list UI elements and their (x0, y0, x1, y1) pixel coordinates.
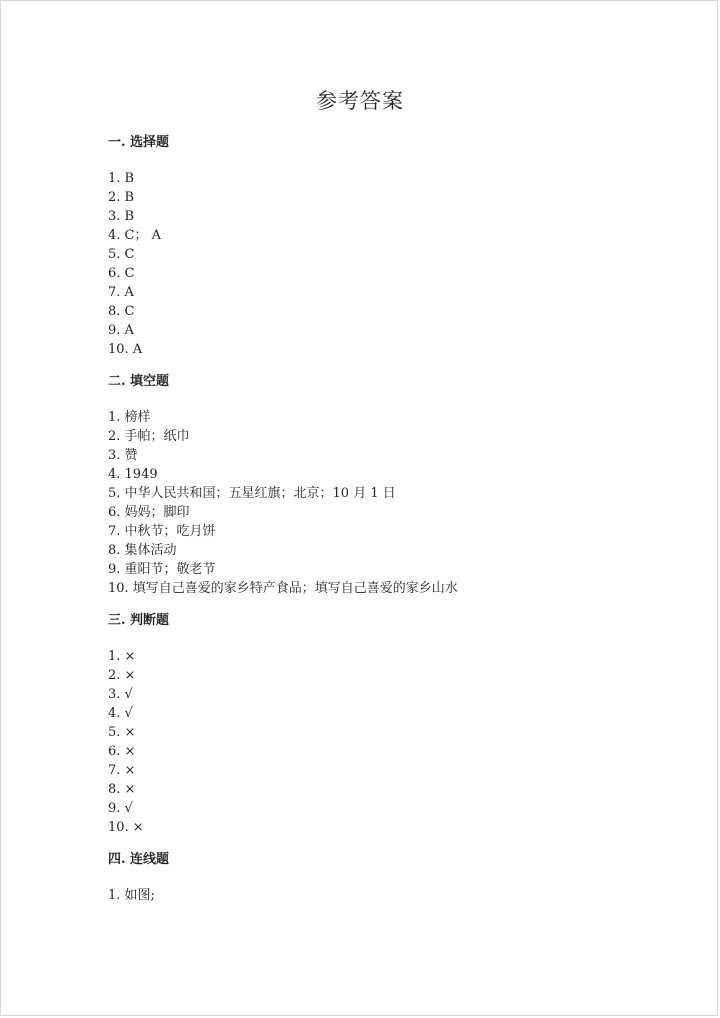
answer-list (108, 169, 668, 359)
list-item: 4. 1949 (108, 467, 158, 482)
section-choice (108, 130, 668, 369)
page-title: 参考答案 (316, 89, 404, 113)
list-item: 1. 榜样 (108, 410, 151, 425)
list-item: 5. 中华人民共和国；五星红旗；北京；10 月 1 日 (108, 486, 396, 501)
list-item: 2. B (108, 190, 135, 205)
answer-content (108, 130, 668, 905)
list-item: 3. √ (108, 687, 133, 702)
list-item: 7. × (108, 763, 136, 778)
section-heading: 四. 连线题 (108, 852, 170, 867)
list-item: 1. × (108, 649, 136, 664)
section-matching (108, 847, 668, 905)
list-item: 7. 中秋节；吃月饼 (108, 524, 216, 539)
list-item: 8. × (108, 782, 136, 797)
section-heading: 三. 判断题 (108, 613, 170, 628)
list-item: 9. √ (108, 801, 133, 816)
list-item: 6. 妈妈；脚印 (108, 505, 190, 520)
list-item: 9. 重阳节；敬老节 (108, 562, 216, 577)
answer-list (108, 408, 668, 598)
list-item: 1. B (108, 171, 135, 186)
list-item: 1. 如图; (108, 888, 155, 903)
answer-list (108, 886, 668, 905)
list-item: 8. C (108, 304, 135, 319)
list-item: 8. 集体活动 (108, 543, 177, 558)
list-item: 2. × (108, 668, 136, 683)
list-item: 9. A (108, 323, 134, 338)
list-item: 6. C (108, 266, 135, 281)
list-item: 4. C； A (108, 228, 162, 243)
list-item: 10. 填写自己喜爱的家乡特产食品；填写自己喜爱的家乡山水 (108, 581, 458, 596)
list-item: 6. × (108, 744, 136, 759)
list-item: 10. A (108, 342, 143, 357)
list-item: 4. √ (108, 706, 133, 721)
section-heading: 二. 填空题 (108, 374, 170, 389)
list-item: 3. 赞 (108, 448, 138, 463)
list-item: 5. × (108, 725, 136, 740)
section-fill-blank (108, 369, 668, 608)
list-item: 3. B (108, 209, 135, 224)
answer-list (108, 647, 668, 837)
list-item: 2. 手帕；纸巾 (108, 429, 190, 444)
section-heading: 一. 选择题 (108, 135, 170, 150)
list-item: 5. C (108, 247, 135, 262)
list-item: 7. A (108, 285, 134, 300)
list-item: 10. × (108, 820, 144, 835)
section-true-false (108, 608, 668, 847)
